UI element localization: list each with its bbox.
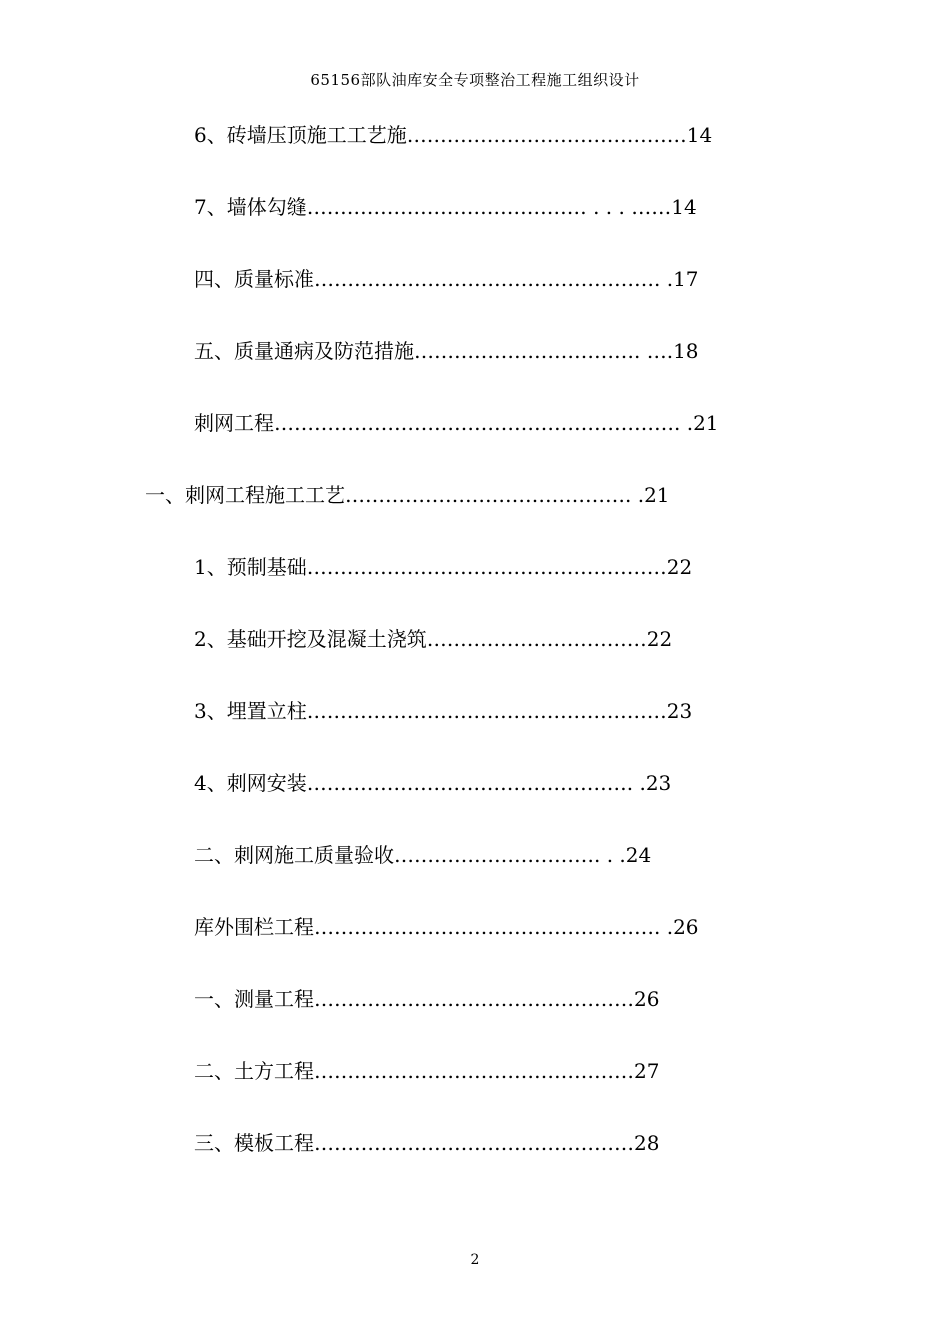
toc-entry-page: 17 (673, 267, 699, 291)
toc-entry[interactable] (194, 768, 734, 798)
toc-entry-title: 库外围栏工程 (194, 915, 314, 939)
page-number: 2 (470, 1252, 480, 1268)
toc-entry-leader: ……………………………………………………. . (274, 411, 694, 435)
toc-entry-page: 28 (634, 1131, 660, 1155)
toc-entry-page: 23 (666, 699, 693, 723)
toc-entry-leader: ………………………………………… (314, 987, 634, 1011)
toc-entry-page: 14 (671, 195, 697, 219)
toc-entry-title: 1、预制基础 (194, 555, 307, 579)
toc-entry[interactable] (194, 696, 734, 726)
page-footer (0, 1250, 950, 1270)
toc-entry-title: 三、模板工程 (194, 1131, 314, 1155)
toc-entry[interactable] (194, 120, 744, 150)
toc-entry-title: 五、质量通病及防范措施 (194, 339, 414, 363)
toc-entry-leader: ………………………………………… (314, 1059, 634, 1083)
toc-entry[interactable] (194, 552, 734, 582)
toc-entry-leader: ……………………………………. . (345, 483, 645, 507)
toc-entry[interactable] (194, 1056, 724, 1086)
toc-entry[interactable] (194, 840, 734, 870)
header-title: 65156部队油库安全专项整治工程施工组织设计 (310, 71, 640, 89)
toc-entry-page: 21 (644, 483, 670, 507)
toc-entry-leader: …………………………. . . (394, 843, 626, 867)
toc-entry-title: 四、质量标准 (194, 267, 314, 291)
toc-entry[interactable] (194, 984, 724, 1014)
toc-entry-leader: …………………………… (426, 627, 647, 651)
toc-entry-title: 二、刺网施工质量验收 (194, 843, 394, 867)
toc-entry-leader: ……………………………………………. . (314, 267, 674, 291)
toc-entry-page: 26 (634, 987, 660, 1011)
toc-entry-title: 一、刺网工程施工工艺 (145, 483, 345, 507)
toc-entry-page: 22 (646, 627, 673, 651)
toc-entry-title: 4、刺网安装 (194, 771, 307, 795)
toc-entry[interactable] (194, 336, 744, 366)
toc-entry[interactable] (145, 480, 735, 510)
toc-entry-leader: ………………………………………… (314, 1131, 634, 1155)
toc-entry[interactable] (194, 624, 734, 654)
toc-entry-title: 3、埋置立柱 (194, 699, 307, 723)
toc-entry-title: 一、测量工程 (194, 987, 314, 1011)
toc-entry-page: 26 (673, 915, 699, 939)
toc-entry-title: 7、墙体勾缝 (194, 195, 307, 219)
toc-entry-title: 二、土方工程 (194, 1059, 314, 1083)
toc-entry-title: 2、基础开挖及混凝土浇筑 (194, 627, 427, 651)
toc-entry-title: 刺网工程 (194, 411, 274, 435)
toc-entry-leader: …………………………………… . . . …… (306, 195, 672, 219)
toc-entry-page: 18 (673, 339, 699, 363)
toc-entry-page: 24 (625, 843, 652, 867)
toc-entry[interactable] (194, 408, 744, 438)
toc-entry-page: 21 (693, 411, 719, 435)
toc-entry[interactable] (194, 192, 744, 222)
toc-entry-title: 6、砖墙压顶施工工艺施 (194, 123, 407, 147)
toc-entry-page: 14 (686, 123, 713, 147)
toc-entry-leader: ……………………………………………… (306, 699, 667, 723)
toc-entry-page: 22 (666, 555, 693, 579)
toc-entry[interactable] (194, 264, 744, 294)
toc-entry-leader: ……………………………………………. . (314, 915, 674, 939)
toc-entry[interactable] (194, 1128, 724, 1158)
toc-entry-page: 23 (645, 771, 672, 795)
toc-entry-page: 27 (634, 1059, 660, 1083)
toc-entry-leader: ……………………………. …. (414, 339, 674, 363)
toc-entry-leader: …………………………………………. . (306, 771, 646, 795)
toc-entry[interactable] (194, 912, 744, 942)
toc-entry-leader: …………………………………… (406, 123, 687, 147)
toc-entry-leader: ……………………………………………… (306, 555, 667, 579)
